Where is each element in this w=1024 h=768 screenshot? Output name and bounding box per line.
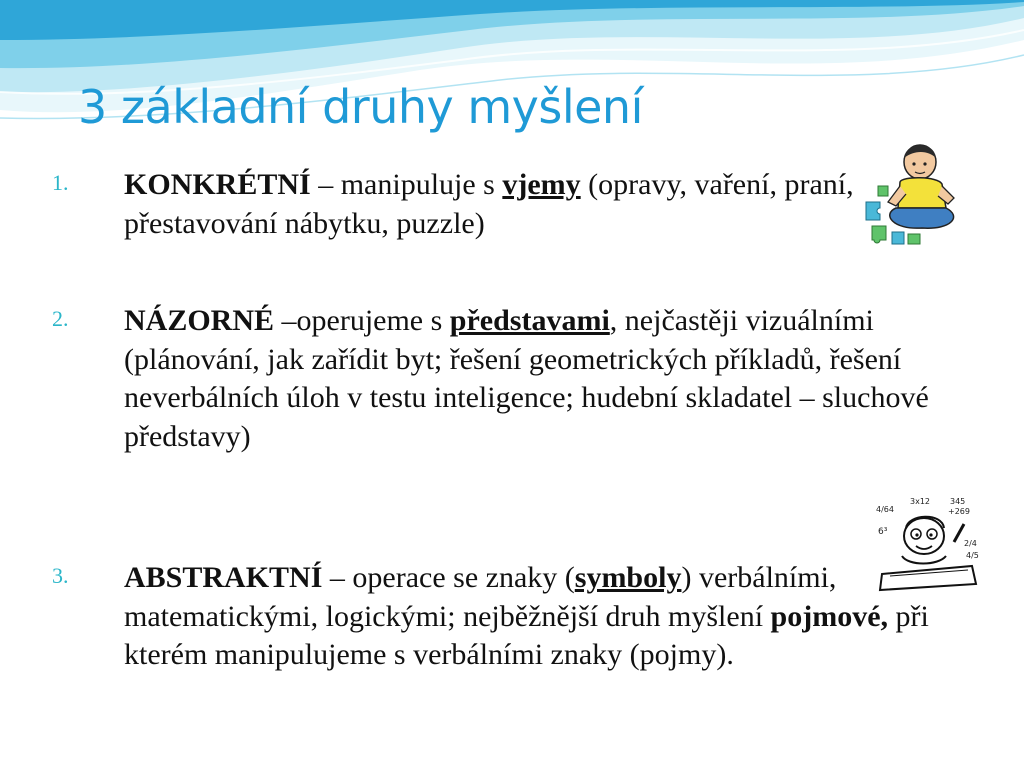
list-number: 1. [52,170,69,195]
svg-text:4/5: 4/5 [966,551,979,560]
list-number: 3. [52,563,69,588]
list-item-text: ABSTRAKTNÍ – operace se znaky (symboly) verbálními, matematickými, logickými; nejběžnější druh myšlení pojmové, při kterém manipulujeme s verbálními znaky (pojmy). [124,561,929,671]
term-abstract: ABSTRAKTNÍ [124,561,323,594]
key-concept: představami [449,304,610,337]
list-number: 2. [52,306,69,331]
key-concept-2: pojmové, [770,599,889,633]
svg-text:4/64: 4/64 [876,505,894,514]
svg-text:3x12: 3x12 [910,497,931,506]
term-concrete: KONKRÉTNÍ [124,168,311,201]
svg-text:6³: 6³ [878,527,888,537]
svg-text:345: 345 [950,497,966,506]
svg-text:+269: +269 [948,507,970,516]
puzzle-boy-illustration [862,138,974,250]
list-item-text: NÁZORNÉ –operujeme s představami, nejčastěji vizuálními (plánování, jak zařídit byt; řešení geometrických příkladů, řešení neverbálních úloh v testu inteligence; hudební skladatel – sluchové představy) [124,304,929,453]
key-concept: symboly [574,561,682,594]
slide-title: 3 základní druhy myšlení [78,80,643,134]
math-kid-illustration [872,494,984,596]
list-item-text: KONKRÉTNÍ – manipuluje s vjemy (opravy, vaření, praní, přestavování nábytku, puzzle) [124,168,854,240]
term-visual: NÁZORNÉ [124,304,275,337]
key-concept: vjemy [502,168,581,201]
svg-text:2/4: 2/4 [964,539,977,548]
